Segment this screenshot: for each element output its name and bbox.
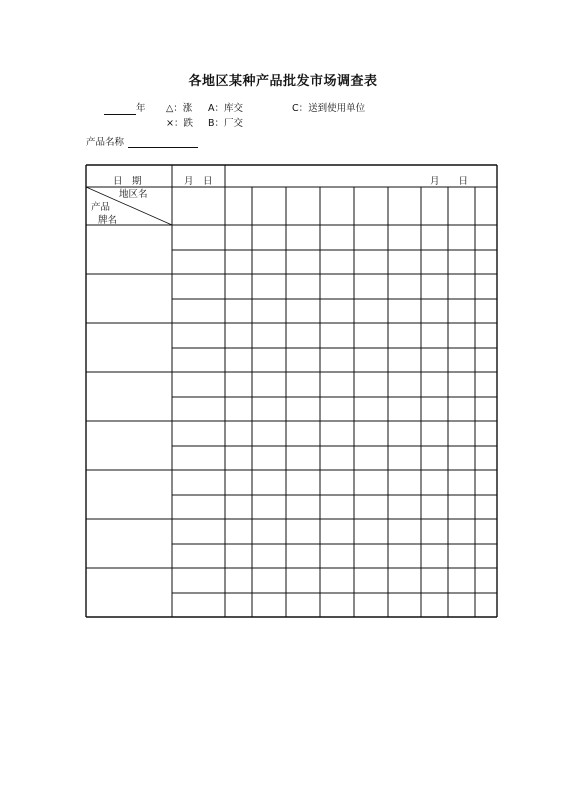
product-name-label: 产品名称 [86, 137, 125, 148]
legend-c: C：送到使用单位 [292, 103, 366, 114]
header-month-day-2: 月 日 [430, 176, 469, 187]
legend-b: B：厂交 [208, 118, 244, 129]
legend-a: A：库交 [208, 103, 243, 114]
header-brand-label: 牌名 [98, 215, 118, 226]
header-product-label: 产品 [91, 202, 111, 213]
header-month-day-1: 月 日 [184, 176, 213, 187]
page-title: 各地区某种产品批发市场调查表 [188, 74, 378, 89]
header-region-label: 地区名 [119, 189, 148, 200]
legend-fall: ×：跌 [166, 118, 193, 129]
header-date: 日 期 [113, 176, 142, 187]
year-suffix: 年 [136, 103, 146, 114]
legend-rise: △：涨 [166, 103, 193, 114]
